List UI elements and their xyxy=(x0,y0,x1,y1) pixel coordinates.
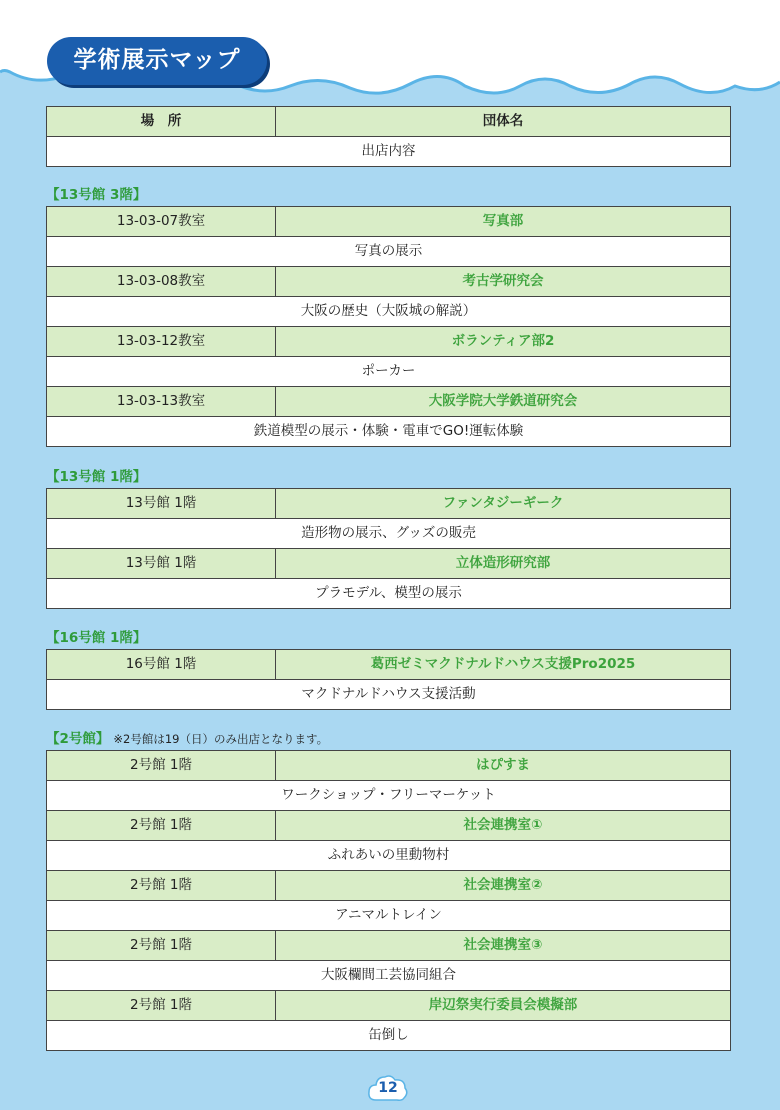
section-table xyxy=(46,488,731,609)
row-group: はぴすま xyxy=(276,751,731,781)
row-location: 13号館 1階 xyxy=(47,489,276,519)
row-group: 岸辺祭実行委員会模擬部 xyxy=(276,991,731,1021)
page-title-badge xyxy=(47,37,267,85)
row-content: ポーカー xyxy=(47,357,731,387)
row-group: 立体造形研究部 xyxy=(276,549,731,579)
row-location: 13号館 1階 xyxy=(47,549,276,579)
row-content: マクドナルドハウス支援活動 xyxy=(47,680,731,710)
page-number: 12 xyxy=(378,1080,398,1096)
row-group: 考古学研究会 xyxy=(276,267,731,297)
row-group: ボランティア部2 xyxy=(276,327,731,357)
header-location: 場 所 xyxy=(47,107,276,137)
section-table xyxy=(46,750,731,1051)
row-content: アニマルトレイン xyxy=(47,901,731,931)
row-location: 16号館 1階 xyxy=(47,650,276,680)
section-table xyxy=(46,649,731,710)
section-table xyxy=(46,206,731,447)
row-location: 2号館 1階 xyxy=(47,751,276,781)
row-group: 写真部 xyxy=(276,207,731,237)
header-group: 団体名 xyxy=(276,107,731,137)
section-label xyxy=(46,465,146,485)
row-group: 社会連携室② xyxy=(276,871,731,901)
row-group: 大阪学院大学鉄道研究会 xyxy=(276,387,731,417)
section-title: 【2号館】 xyxy=(46,731,110,747)
row-location: 2号館 1階 xyxy=(47,931,276,961)
section-label xyxy=(46,626,146,646)
section-title: 【13号館 1階】 xyxy=(46,469,147,485)
row-location: 13-03-12教室 xyxy=(47,327,276,357)
header-table xyxy=(46,106,731,167)
row-group: 葛西ゼミマクドナルドハウス支援Pro2025 xyxy=(276,650,731,680)
row-content: 鉄道模型の展示・体験・電車でGO!運転体験 xyxy=(47,417,731,447)
row-group: 社会連携室③ xyxy=(276,931,731,961)
row-content: 大阪の歴史（大阪城の解説） xyxy=(47,297,731,327)
header-content: 出店内容 xyxy=(47,137,731,167)
section-note: ※2号館は19（日）のみ出店となります。 xyxy=(113,732,329,746)
row-location: 2号館 1階 xyxy=(47,991,276,1021)
row-group: ファンタジーギーク xyxy=(276,489,731,519)
row-location: 2号館 1階 xyxy=(47,871,276,901)
row-content: ふれあいの里動物村 xyxy=(47,841,731,871)
section-label xyxy=(46,183,146,203)
section-title: 【13号館 3階】 xyxy=(46,187,147,203)
row-content: プラモデル、模型の展示 xyxy=(47,579,731,609)
row-content: 造形物の展示、グッズの販売 xyxy=(47,519,731,549)
page-title: 学術展示マップ xyxy=(73,47,241,73)
row-group: 社会連携室① xyxy=(276,811,731,841)
row-location: 2号館 1階 xyxy=(47,811,276,841)
row-location: 13-03-07教室 xyxy=(47,207,276,237)
section-title: 【16号館 1階】 xyxy=(46,630,147,646)
row-content: 缶倒し xyxy=(47,1021,731,1051)
row-content: ワークショップ・フリーマーケット xyxy=(47,781,731,811)
section-label xyxy=(46,727,328,747)
row-location: 13-03-08教室 xyxy=(47,267,276,297)
row-location: 13-03-13教室 xyxy=(47,387,276,417)
row-content: 大阪欄間工芸協同組合 xyxy=(47,961,731,991)
page-number-badge xyxy=(367,1072,409,1104)
row-content: 写真の展示 xyxy=(47,237,731,267)
